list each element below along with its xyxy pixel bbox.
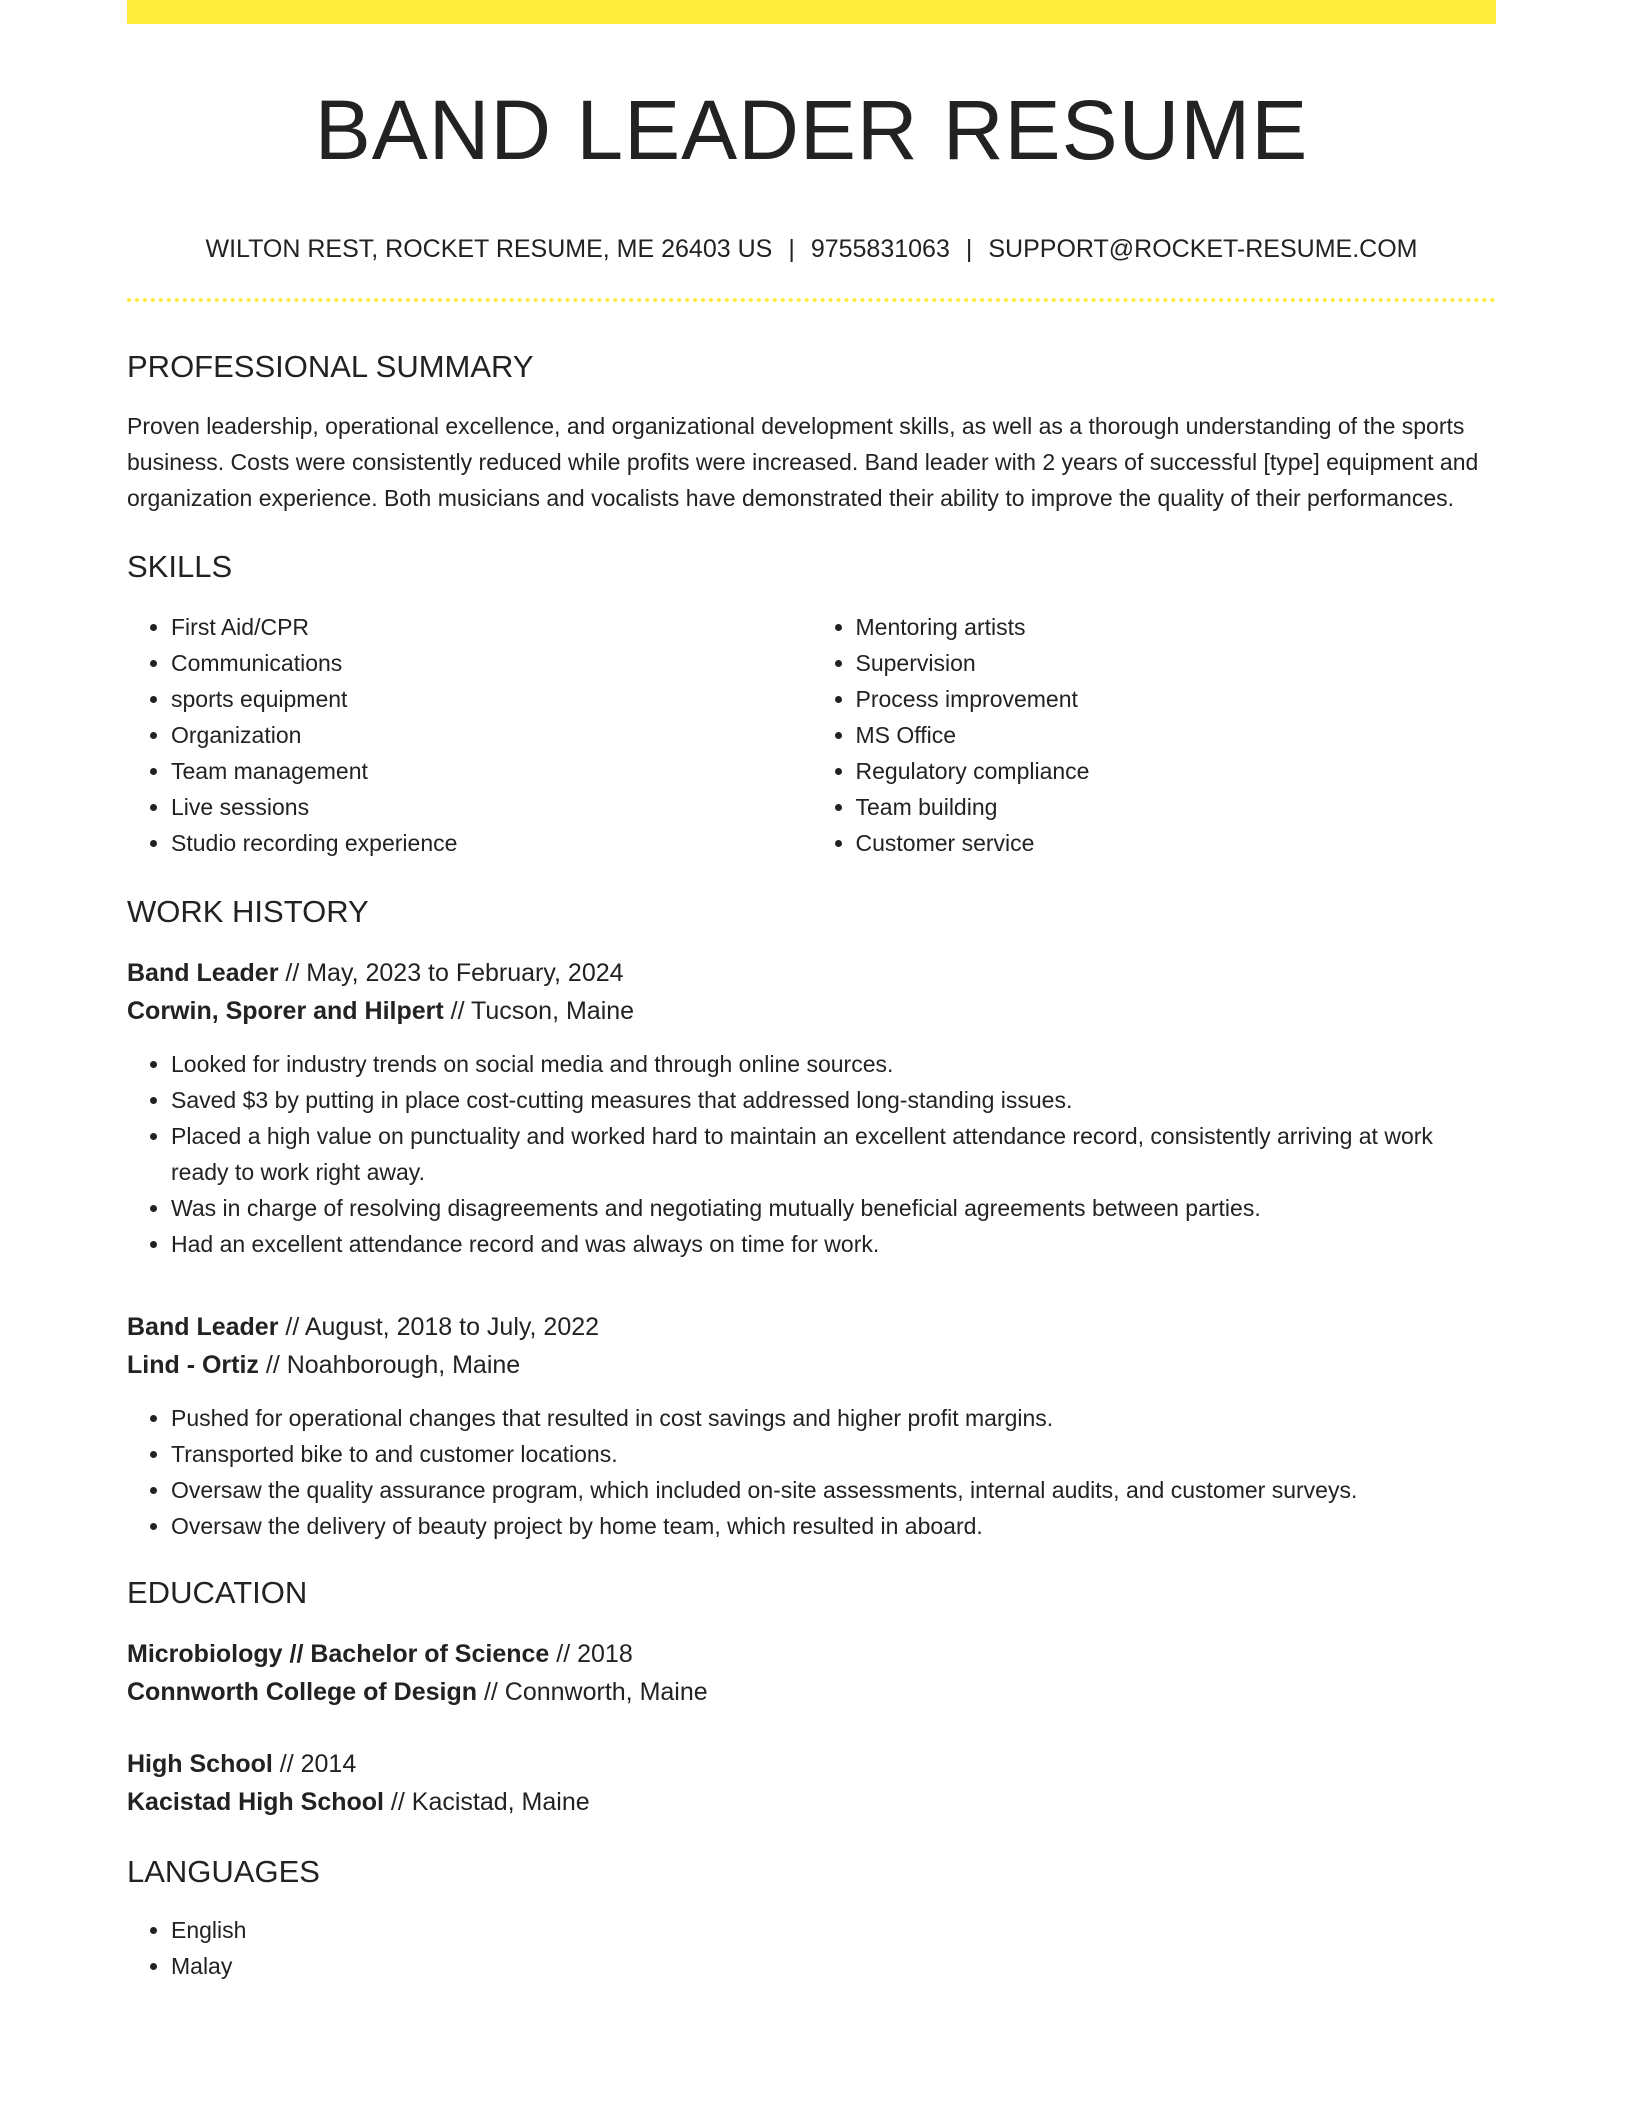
education-heading: EDUCATION — [127, 1574, 308, 1610]
education-school: Connworth College of Design — [127, 1678, 477, 1707]
skill-item: • Team building — [856, 789, 1497, 825]
skills-left-list — [127, 609, 812, 861]
languages-list — [127, 1912, 1496, 1984]
job-title-line — [127, 954, 1496, 992]
skill-item: • Live sessions — [171, 789, 812, 825]
education-year: // 2018 — [549, 1640, 633, 1669]
resume-title: BAND LEADER RESUME — [314, 83, 1309, 177]
summary-text: Proven leadership, operational excellence, and organizational development skills, as well as a thorough understanding of the sports business. Costs were consistently reduced while profits were increased. Band leader with 2 years of successful [type] equipment and organization experience. Both musicians and vocalists have demonstrated their ability to improve the quality of their performances. — [127, 412, 1479, 511]
contact-line — [127, 234, 1496, 264]
job-bullets — [127, 1400, 1496, 1544]
job-role: Band Leader — [127, 958, 279, 987]
job-bullet: • Pushed for operational changes that resulted in cost savings and higher profit margins. — [171, 1400, 1496, 1436]
summary-heading: PROFESSIONAL SUMMARY — [127, 349, 534, 385]
education-degree-line — [127, 1745, 1496, 1783]
job-dates: // August, 2018 to July, 2022 — [278, 1312, 600, 1341]
language-item: • English — [171, 1912, 1496, 1948]
accent-bar — [127, 0, 1496, 24]
job-bullet: • Saved $3 by putting in place cost-cutting measures that addressed long-standing issues. — [171, 1082, 1496, 1118]
skills-heading: SKILLS — [127, 548, 233, 584]
education-school-line — [127, 1673, 1496, 1711]
skill-item: • Customer service — [856, 825, 1497, 861]
skill-item: • Team management — [171, 753, 812, 789]
education-school: Kacistad High School — [127, 1788, 384, 1817]
job-entry — [127, 954, 1496, 1262]
job-bullet: • Oversaw the delivery of beauty project by home team, which resulted in aboard. — [171, 1508, 1496, 1544]
skill-item: • Mentoring artists — [856, 609, 1497, 645]
job-title-line — [127, 1308, 1496, 1346]
job-bullet: • Looked for industry trends on social media and through online sources. — [171, 1046, 1496, 1082]
skill-item: • Organization — [171, 717, 812, 753]
skills-right-list — [812, 609, 1497, 861]
job-bullet: • Was in charge of resolving disagreements and negotiating mutually beneficial agreements between parties. — [171, 1190, 1496, 1226]
language-item: • Malay — [171, 1948, 1496, 1984]
job-bullet: • Placed a high value on punctuality and worked hard to maintain an excellent attendance record, consistently arriving at work ready to work right away. — [171, 1118, 1496, 1190]
education-degree: Microbiology // Bachelor of Science — [127, 1640, 550, 1669]
education-location: // Connworth, Maine — [477, 1678, 708, 1707]
job-bullets — [127, 1046, 1496, 1262]
address: WILTON REST, ROCKET RESUME, ME 26403 US — [205, 235, 773, 264]
skill-item: • Regulatory compliance — [856, 753, 1497, 789]
education-degree: High School — [127, 1750, 273, 1779]
education-entry — [127, 1745, 1496, 1821]
skills-columns — [127, 609, 1496, 861]
job-bullet: • Had an excellent attendance record and was always on time for work. — [171, 1226, 1496, 1262]
job-bullet: • Transported bike to and customer locations. — [171, 1436, 1496, 1472]
education-year: // 2014 — [272, 1750, 357, 1779]
job-company: Lind - Ortiz — [127, 1350, 259, 1379]
contact-separator: | — [965, 235, 973, 264]
dotted-divider — [127, 298, 1496, 302]
job-role: Band Leader — [127, 1312, 279, 1341]
skill-item: • Studio recording experience — [171, 825, 812, 861]
education-degree-line — [127, 1635, 1496, 1673]
skill-item: • sports equipment — [171, 681, 812, 717]
job-bullet: • Oversaw the quality assurance program, which included on-site assessments, internal audits, and customer surveys. — [171, 1472, 1496, 1508]
skill-item: • Supervision — [856, 645, 1497, 681]
education-school-line — [127, 1783, 1496, 1821]
languages-heading: LANGUAGES — [127, 1854, 320, 1890]
job-dates: // May, 2023 to February, 2024 — [278, 958, 624, 987]
education-entry — [127, 1635, 1496, 1711]
skill-item: • First Aid/CPR — [171, 609, 812, 645]
work-history-heading: WORK HISTORY — [127, 893, 369, 929]
skill-item: • Communications — [171, 645, 812, 681]
job-location: // Noahborough, Maine — [258, 1350, 521, 1379]
education-location: // Kacistad, Maine — [383, 1788, 590, 1817]
resume-page — [127, 0, 1496, 1984]
phone: 9755831063 — [810, 235, 950, 264]
job-entry — [127, 1308, 1496, 1544]
job-company-line — [127, 1346, 1496, 1384]
skill-item: • Process improvement — [856, 681, 1497, 717]
contact-separator: | — [788, 235, 795, 264]
email: SUPPORT@ROCKET-RESUME.COM — [988, 235, 1418, 264]
job-company: Corwin, Sporer and Hilpert — [127, 996, 444, 1025]
job-company-line — [127, 992, 1496, 1030]
job-location: // Tucson, Maine — [443, 996, 635, 1025]
skill-item: • MS Office — [856, 717, 1497, 753]
